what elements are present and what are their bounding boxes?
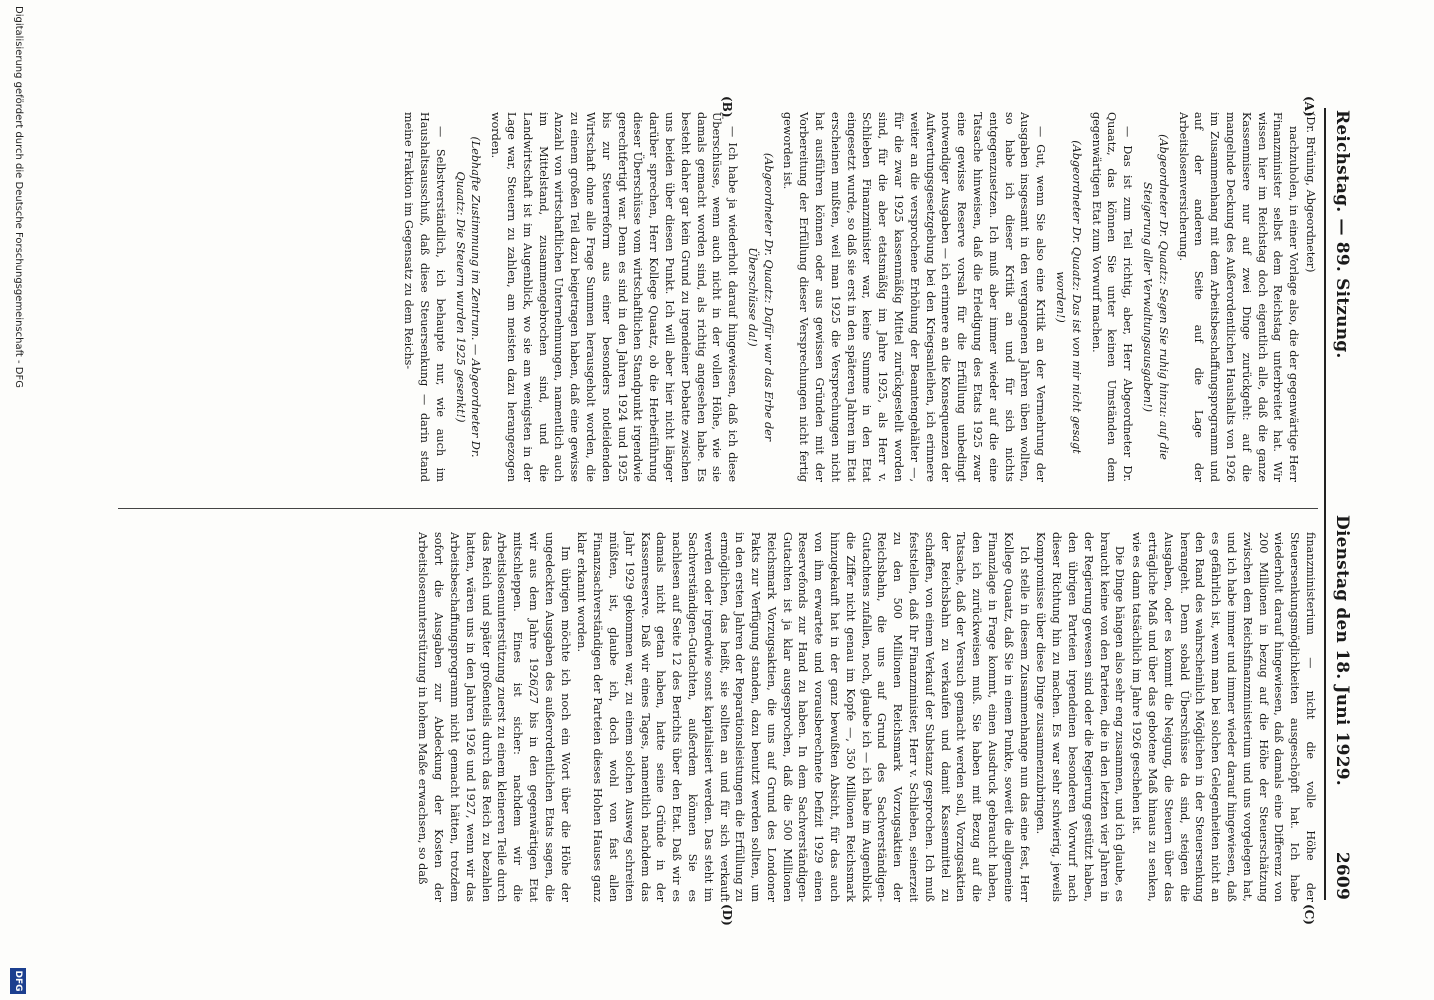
speaker-label: (Dr. Brüning, Abgeordneter) bbox=[1304, 112, 1317, 273]
text-column-right bbox=[414, 532, 1318, 902]
interjection: (Abgeordneter Dr. Quaatz: Das ist von mir nicht gesagt worden!) bbox=[1054, 140, 1083, 454]
page-header bbox=[1326, 110, 1356, 900]
column-divider bbox=[118, 508, 1318, 509]
paragraph: Die Dinge hängen also sehr eng zusammen, und ich glaube, es braucht keine von den Parteien, die in den letzten vier Jahren in der Regierung gewesen sind oder die Regierung gestützt haben, den übrigen Parteien irgendeinen besonderen Vorwurf nach dieser Richtung hin zu machen. Es war sehr schwierig, jeweils Kompromisse über diese Dinge zusammenzubringen. bbox=[1034, 532, 1127, 903]
interjection: (Abgeordneter Dr. Quaatz: Dafür war das Erbe der Überschüsse da!) bbox=[745, 152, 775, 442]
page-number: 2609 bbox=[1332, 851, 1352, 900]
margin-marker-a: (A) bbox=[1302, 96, 1316, 117]
margin-marker-b: (B) bbox=[720, 96, 734, 118]
paragraph: Im übrigen möchte ich noch ein Wort über die Höhe der ungedeckten Ausgaben des außerordentlichen Etats sagen, die wir aus dem Jahre 1926/27 bis in den gegenwärtigen Etat mitschleppen. Eines ist sicher: nachdem wir die Arbeitslosenunterstützung zuerst zu einem kleineren Teile durch das Reich und später großenteils durch das Reich zu bezahlen hatten, wären uns in den Jahren 1926 und 1927, wenn wir das Arbeitsbeschaffungsprogramm nicht gemacht hätten, trotzdem sofort die Ausgaben zur Abdeckung der Kosten der Arbeitslosenunterstützung in hohem Maße erwachsen, so daß bbox=[416, 532, 572, 902]
footer-text: Digitalisierung gefördert durch die Deutsche Forschungsgemeinschaft - DFG bbox=[13, 6, 24, 389]
header-date: Dienstag den 18. Juni 1929. bbox=[1332, 515, 1352, 786]
header-rule bbox=[1324, 108, 1326, 900]
paragraph: — Selbstverständlich, ich behaupte nur, wie auch im Haushaltsausschuß, daß diese Steuersenkung — darin stand meine Fraktion im Gegensatz zu dem Reichs- bbox=[402, 112, 447, 482]
interjection: (Lebhafte Zustimmung im Zentrum. — Abgeordneter Dr. Quaatz: Die Steuern wurden 1925 gesenkt!) bbox=[453, 136, 483, 458]
paragraph: — Ich habe ja wiederholt darauf hingewiesen, daß ich diese Überschüsse, wenn auch nicht in der vollen Höhe, wie sie damals gemacht worden sind, als richtig angesehen habe. Es besteht daher gar kein Grund zu irgendeiner Debatte zwischen uns beiden über diesen Punkt. Ich will aber hier nicht länger darüber sprechen, Herr Kollege Quaatz, ob die Herbeiführung dieser Überschüsse vom wirtschaftlichen Standpunkt irgendwie gerechtfertigt war. Denn es sind in den Jahren 1924 und 1925 bis zur Steuerreform aus einer besonders notleidenden Wirtschaft ohne alle Frage Summen herausgeholt worden, die zu einem großen Teil dazu beigetragen haben, daß eine gewisse Anzahl von wirtschaftlichen Unternehmungen, namentlich auch im Mittelstand, zusammengebrochen sind, und die Landwirtschaft ist im Augenblick, wo sie am wenigsten in der Lage war, Steuern zu zahlen, am meisten dazu herangezogen worden. bbox=[489, 112, 740, 482]
paragraph: finanzministerium — nicht die volle Höhe der Steuersenkungsmöglichkeiten ausgeschöpft hat. Ich habe wiederholt darauf hingewiesen, daß damals eine Differenz von 200 Millionen in bezug auf die Höhe der Steuerschätzung zwischen dem Reichsfinanzministerium und uns vorgelegen hat, und ich habe immer und immer wieder darauf hingewiesen, daß es gefährlich ist, wenn man bei solchen Gelegenheiten nicht an den Rand des wahrscheinlich Möglichen in der Steuersenkung herangeht. Denn sobald Überschüsse da sind, steigen die Ausgaben, oder es kommt die Neigung, die Steuern über das erträgliche Maß und über das gebotene Maß hinaus zu senken, wie es dann tatsächlich im Jahre 1926 geschehen ist. bbox=[1130, 532, 1317, 902]
paragraph: Ich stelle in diesem Zusammenhange nun das eine fest, Herr Kollege Quaatz, daß Sie in einem Punkte, soweit die allgemeine Finanzlage in Frage kommt, einen Ausdruck gebraucht haben, den ich zurückweisen muß. Sie haben mit Bezug auf die Tatsache, daß der Versuch gemacht werden soll, Vorzugsaktien der Reichsbahn zu verkaufen und damit Kassenmittel zu schaffen, von einem Verkauf der Substanz gesprochen. Ich muß feststellen, daß Ihr Finanzminister, Herr v. Schlieben, seinerzeit zu den 500 Millionen Reichsmark Vorzugsaktien der Reichsbahn, die uns auf Grund des Sachverständigen-Gutachtens zufallen, noch, glaube ich — ich habe im Augenblick die Ziffer nicht genau im Kopfe —, 350 Millionen Reichsmark hinzugekauft hat in der ganz bewußten Absicht, für das auch von ihm erwartete und vorausberechnete Defizit 1929 einen Reservefonds zur Hand zu haben. In dem Sachverständigen-Gutachten ist ja klar ausgesprochen, daß die 500 Millionen Reichsmark Vorzugsaktien, die uns auf Grund des Londoner Pakts zur Verfügung standen, dazu benutzt werden sollten, um in den ersten Jahren der Reparationsleistungen die Erfüllung zu ermöglichen, das heißt, sie sollten an und für sich verkauft werden oder irgendwie sonst kapitalisiert werden. Das steht im Sachverständigen-Gutachten, außerdem können Sie es nachlesen auf Seite 12 des Berichts über den Etat. Daß wir es damals nicht getan haben, hatte seine Gründe in der Kassenreserve. Daß wir eines Tages, namentlich nachdem das Jahr 1929 gekommen war, zu einem solchen Ausweg schreiten müßten, ist, glaube ich, doch wohl von fast allen Finanzsachverständigen der Parteien dieses Hohen Hauses ganz klar erkannt worden. bbox=[575, 532, 1031, 902]
interjection: (Abgeordneter Dr. Quaatz: Segen Sie ruhig hinzu: auf die Steigerung aller Verwaltungsausgaben!) bbox=[1141, 134, 1170, 460]
paragraph: nachzuholen, in einer Vorlage also, die der gegenwärtige Herr Finanzminister selbst dem Reichstag unterbreitet hat. Wir wissen hier im Reichstag doch eigentlich alle, daß die ganze Kassenmisere nur auf zwei Dinge zurückgeht: auf die mangelnde Deckung des Außerordentlichen Haushalts von 1926 im Zusammenhang mit dem Arbeitsbeschaffungsprogramm und auf der anderen Seite auf die Lage der Arbeitslosenversicherung. bbox=[1176, 112, 1301, 482]
paragraph: — Das ist zum Teil richtig, aber, Herr Abgeordneter Dr. Quaatz, das können Sie unter keinen Umständen dem gegenwärtigen Etat zum Vorwurf machen. bbox=[1089, 112, 1135, 482]
text-column-left bbox=[399, 112, 1318, 482]
margin-marker-c: (C) bbox=[1302, 904, 1316, 925]
digitization-footer bbox=[4, 0, 28, 1000]
header-left: Reichstag. — 89. Sitzung. bbox=[1332, 110, 1352, 359]
dfg-logo: DFG bbox=[10, 968, 26, 994]
paragraph: — Gut, wenn Sie also eine Kritik an der Vermehrung der Ausgaben insgesamt in den vergangenen Jahren üben wollten, so habe ich dieser Kritik an und für sich nichts entgegenzusetzen. Ich muß aber immer wieder auf die eine Tatsache hinweisen, daß die Erledigung des Etats 1925 zwar eine gewisse Reserve vorsah für die Erfüllung unbedingt notwendiger Ausgaben — ich erinnere an die Konsequenzen der Aufwertungsgesetzgebung bei den Kriegsanleihen, ich erinnere weiter an die versprochene Erhöhung der Beamtengehälter —, für die zwar 1925 kassenmäßig Mittel zurückgestellt worden sind, für die aber etatsmäßig im Jahre 1925, als Herr v. Schlieben Finanzminister war, keine Summe in den Etat eingesetzt wurde, so daß sie erst in den späteren Jahren im Etat erscheinen mußten, weil man 1925 die Versprechungen nicht hat ausführen können oder aus gewissen Gründen mit der Vorbereitung der Erfüllung dieser Versprechungen nicht fertig geworden ist. bbox=[781, 112, 1048, 482]
margin-marker-d: (D) bbox=[720, 904, 734, 926]
